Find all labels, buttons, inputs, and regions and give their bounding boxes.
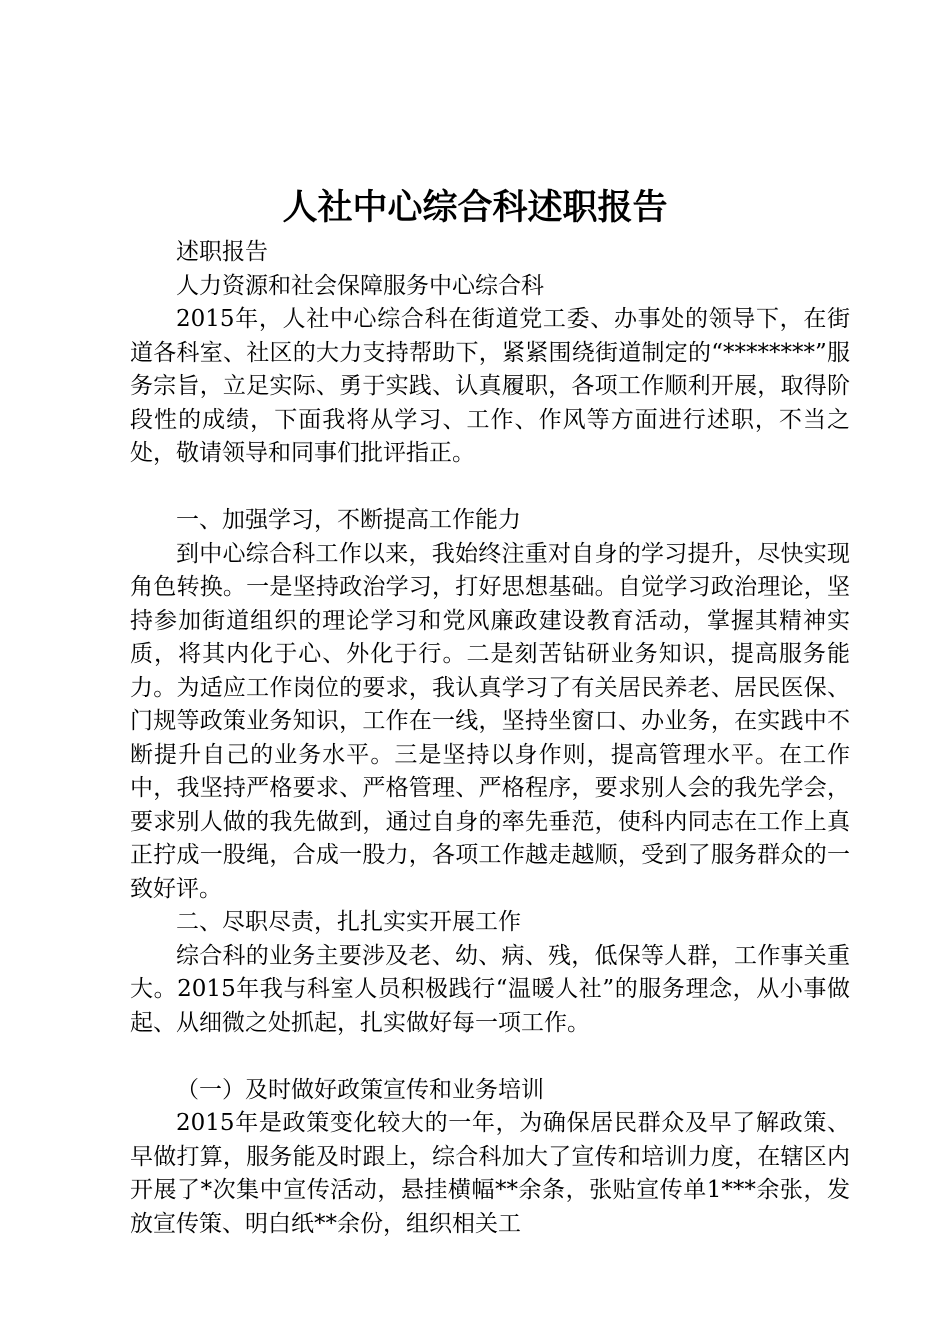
paragraph-heading-label: 述职报告: [176, 239, 268, 265]
document-body: [130, 236, 850, 1241]
section-heading-1: 一、加强学习，不断提高工作能力: [176, 507, 521, 533]
document-title: 人社中心综合科述职报告: [282, 188, 668, 228]
paragraph-study: 到中心综合科工作以来，我始终注重对自身的学习提升，尽快实现角色转换。一是坚持政治学习，打好思想基础。自觉学习政治理论，坚持参加街道组织的理论学习和党风廉政建设教育活动，掌握其精神实质，将其内化于心、外化于行。二是刻苦钻研业务知识，提高服务能力。为适应工作岗位的要求，我认真学习了有关居民养老、居民医保、门规等政策业务知识，工作在一线，坚持坐窗口、办业务，在实践中不断提升自己的业务水平。三是坚持以身作则，提高管理水平。在工作中，我坚持严格要求、严格管理、严格程序，要求别人会的我先学会，要求别人做的我先做到，通过自身的率先垂范，使科内同志在工作上真正拧成一股绳，合成一股力，各项工作越走越顺，受到了服务群众的一致好评。: [130, 540, 850, 902]
paragraph-work-overview: 综合科的业务主要涉及老、幼、病、残，低保等人群，工作事关重大。2015年我与科室人员积极践行“温暖人社”的服务理念，从小事做起、从细微之处抓起，扎实做好每一项工作。: [130, 942, 850, 1036]
paragraph-publicity: 2015年是政策变化较大的一年，为确保居民群众及早了解政策、早做打算，服务能及时跟上，综合科加大了宣传和培训力度，在辖区内开展了*次集中宣传活动，悬挂横幅**余条，张贴宣传单1***余张，发放宣传策、明白纸**余份，组织相关工: [130, 1110, 850, 1237]
paragraph-department: 人力资源和社会保障服务中心综合科: [176, 272, 544, 299]
paragraph-intro: 2015年，人社中心综合科在街道党工委、办事处的领导下，在街道各科室、社区的大力支持帮助下，紧紧围绕街道制定的“********”服务宗旨，立足实际、勇于实践、认真履职，各项工作顺利开展，取得阶段性的成绩，下面我将从学习、工作、作风等方面进行述职，不当之处，敬请领导和同事们批评指正。: [130, 306, 850, 466]
subsection-heading-1: （一）及时做好政策宣传和业务培训: [176, 1076, 544, 1103]
section-heading-2: 二、尽职尽责，扎扎实实开展工作: [176, 909, 521, 935]
